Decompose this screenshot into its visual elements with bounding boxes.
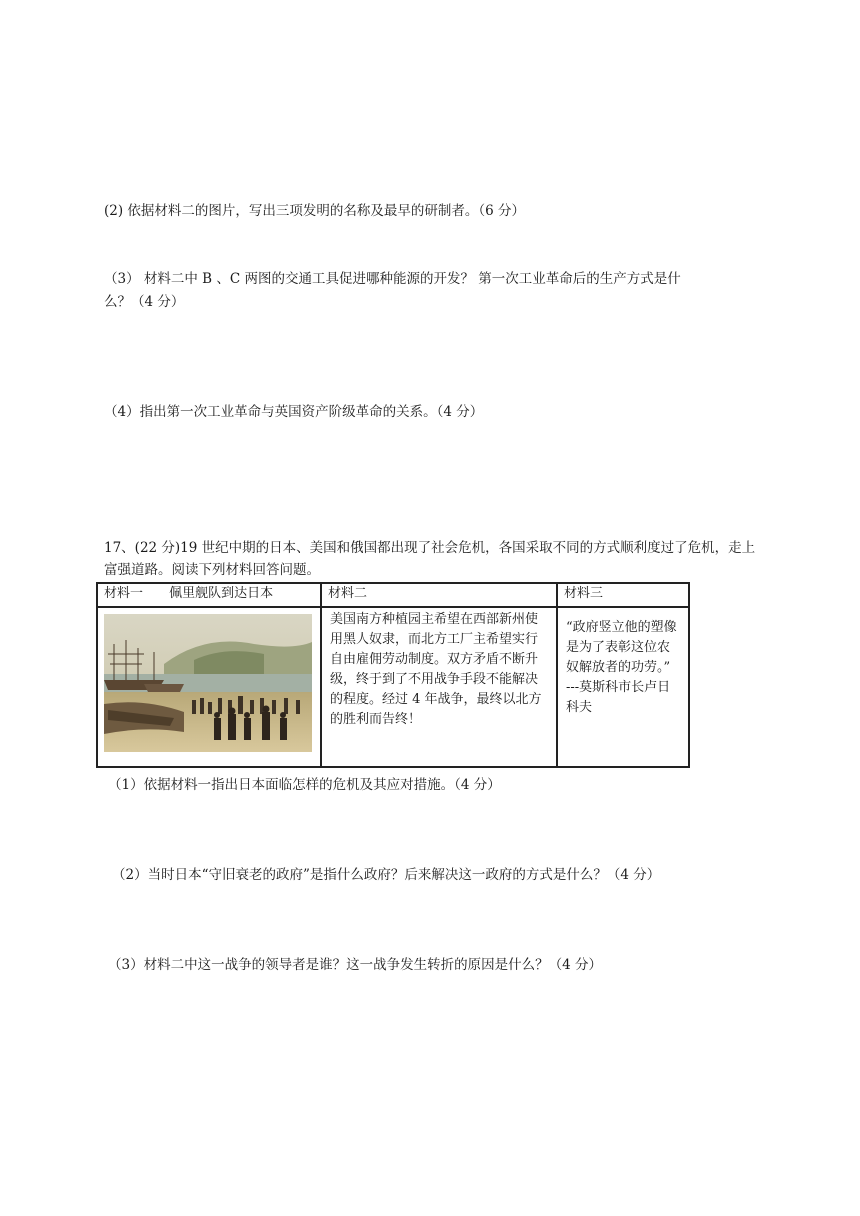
material-3-source: ---莫斯科市长卢日科夫: [566, 680, 671, 715]
question-17-sub1: （1）依据材料一指出日本面临怎样的危机及其应对措施。（4 分）: [108, 777, 501, 793]
material-3-label: 材料三: [564, 586, 604, 601]
material-3-body: [557, 607, 689, 767]
material-1-header: [97, 583, 321, 607]
question-2-invention: (2) 依据材料二的图片，写出三项发明的名称及最早的研制者。（6 分）: [104, 203, 526, 219]
material-1-caption: 佩里舰队到达日本: [169, 586, 274, 601]
question-17-sub2: （2）当时日本“守旧衰老的政府”是指什么政府？后来解决这一政府的方式是什么？（4 分）: [112, 867, 661, 883]
material-2-text: 美国南方种植园主希望在西部新州使用黑人奴隶，而北方工厂主希望实行自由雇佣劳动制度。双方矛盾不断升级，终于到了不用战争手段不能解决的程度。经过 4 年战争，最终以北方的胜利而告终！: [321, 607, 557, 767]
question-3-transport-line2: 么？（4 分）: [104, 294, 185, 310]
material-1-image-cell: [97, 607, 321, 767]
material-3-quote: “政府竖立他的塑像是为了表彰这位农奴解放者的功劳。”: [566, 620, 677, 675]
perry-fleet-painting: [104, 614, 312, 752]
material-2-label: 材料二: [328, 586, 368, 601]
materials-table: [96, 582, 690, 768]
material-2-header: [321, 583, 557, 607]
question-4-relation: （4）指出第一次工业革命与英国资产阶级革命的关系。（4 分）: [104, 404, 484, 420]
question-17-sub3: （3）材料二中这一战争的领导者是谁？这一战争发生转折的原因是什么？（4 分）: [108, 957, 602, 973]
material-3-header: [557, 583, 689, 607]
question-17-intro: 17、(22 分)19 世纪中期的日本、美国和俄国都出现了社会危机，各国采取不同的方式顺利度过了危机，走上富强道路。阅读下列材料回答问题。: [104, 540, 756, 578]
question-3-transport-line1: （3） 材料二中 B 、C 两图的交通工具促进哪种能源的开发？ 第一次工业革命后的生产方式是什: [104, 271, 681, 287]
material-1-label: 材料一: [104, 586, 144, 601]
